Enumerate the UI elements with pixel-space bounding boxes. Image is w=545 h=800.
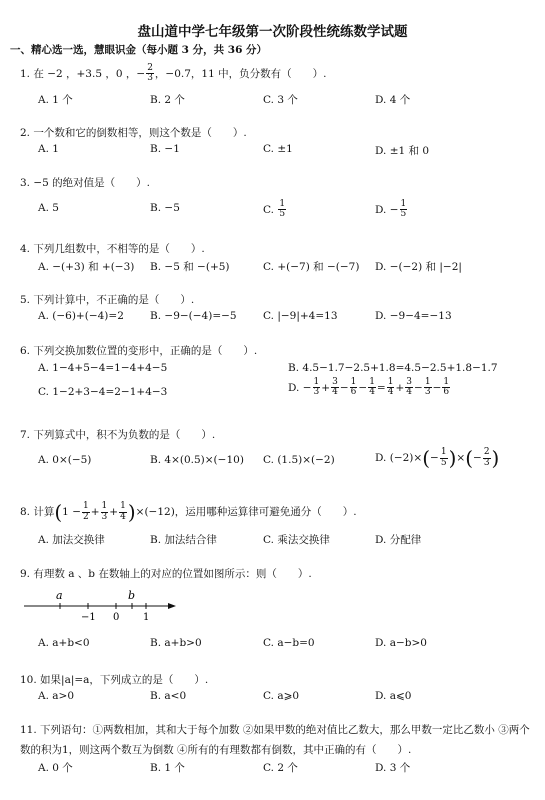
option-c[interactable]: C. a⩾0 [263,690,300,702]
option-b[interactable]: B. −9−(−4)=−5 [150,310,237,322]
question-11: 11. 下列语句：①两数相加，其和大于每个加数 ②如果甲数的绝对值比乙数大，那么甲数一定比乙数小 ③两个数的积为1，则这两个数互为倒数 ④所有的有理数都有倒数，其中正确的有（ ）. [20,724,530,756]
option-c[interactable]: C. ±1 [263,143,293,155]
option-c[interactable]: C. a−b=0 [263,637,315,649]
question-1-stem-end: ，−0.7，11 中，负分数有（ ）. [154,67,327,80]
question-6: 6. 下列交换加数位置的变形中，正确的是（ ）. [20,345,258,357]
option-b[interactable]: B. 4.5−1.7−2.5+1.8=4.5−2.5+1.8−1.7 [288,362,498,374]
number-line [20,588,180,624]
option-b[interactable]: B. 4×(0.5)×(−10) [150,454,244,466]
option-a[interactable]: A. 0×(−5) [38,454,92,466]
option-b[interactable]: B. 2 个 [150,94,185,106]
option-d[interactable]: D. −9−4=−13 [375,310,452,322]
option-a[interactable]: A. (−6)+(−4)=2 [38,310,124,322]
option-b[interactable]: B. −5 [150,202,180,214]
question-2: 2. 一个数和它的倒数相等，则这个数是（ ）. [20,127,247,139]
option-d[interactable]: D. ±1 和 0 [375,145,430,157]
point-a-label: a [56,589,63,602]
option-a[interactable]: A. 1 个 [38,94,73,106]
option-b[interactable]: B. a+b>0 [150,637,202,649]
option-c[interactable]: C. 2 个 [263,762,298,774]
question-1-stem: 1. 在 −2 ，+3.5 ，0 ， [20,67,137,80]
option-c[interactable]: C. +(−7) 和 −(−7) [263,261,360,273]
question-4: 4. 下列几组数中，不相等的是（ ）. [20,243,205,255]
option-a[interactable]: A. 1 [38,143,59,155]
option-b[interactable]: B. −1 [150,143,180,155]
option-d[interactable]: D. (−2)×(− $\frac{1}{5}$ )×(− $\frac{2}{3}$ ) [375,446,500,470]
option-d[interactable]: D. − $\frac{1}{5}$ [375,199,407,220]
option-c[interactable]: C. $\frac{1}{5}$ [263,199,286,220]
option-c[interactable]: C. |−9|+4=13 [263,310,338,322]
option-a[interactable]: A. 加法交换律 [38,534,105,546]
option-d[interactable]: D. 分配律 [375,534,422,546]
axis-arrow [168,603,176,609]
option-c[interactable]: C. 3 个 [263,94,298,106]
option-a[interactable]: A. a+b<0 [38,637,90,649]
fraction: $\frac{1}{5}$ [400,199,407,220]
fraction: $\frac{1}{5}$ [279,199,286,220]
question-7: 7. 下列算式中，积不为负数的是（ ）. [20,429,216,441]
option-c[interactable]: C. 乘法交换律 [263,534,330,546]
tick-label-one: 1 [143,612,150,623]
option-a[interactable]: A. a>0 [38,690,74,702]
tick-label-minus-one: −1 [81,612,96,623]
option-d[interactable]: D. 3 个 [375,762,411,774]
tick-label-zero: 0 [113,612,120,623]
option-b[interactable]: B. a<0 [150,690,187,702]
option-a[interactable]: A. −(+3) 和 +(−3) [38,261,135,273]
option-b[interactable]: B. 加法结合律 [150,534,217,546]
question-5: 5. 下列计算中，不正确的是（ ）. [20,294,195,306]
section-heading: 一、精心选一选，慧眼识金（每小题 3 分，共 36 分） [10,44,268,56]
question-9: 9. 有理数 a 、b 在数轴上的对应的位置如图所示：则（ ）. [20,568,312,580]
exam-title: 盘山道中学七年级第一次阶段性统练数学试题 [137,24,408,40]
option-d[interactable]: D. −(−2) 和 |−2| [375,261,462,273]
option-b[interactable]: B. 1 个 [150,762,185,774]
option-d[interactable]: D. 4 个 [375,94,411,106]
point-b-label: b [128,589,136,602]
option-b[interactable]: B. −5 和 −(+5) [150,261,230,273]
question-1: 1. 在 −2 ，+3.5 ，0 ，− $\frac{2}{3}$ ，−0.7，11 中，负分数有（ ）. [20,63,327,84]
option-c[interactable]: C. (1.5)×(−2) [263,454,335,466]
option-d[interactable]: D. − $\frac{1}{3}$ + $\frac{3}{4}$ − $\frac{1}{6}$ − $\frac{1}{4}$ = $\frac{1}{4}$ + $\frac{3}{4}$ − $\frac{1}{3}$ − $\frac{1}{6}$ [288,377,450,398]
question-10: 10. 如果|a|=a，下列成立的是（ ）. [20,674,209,686]
option-a[interactable]: A. 0 个 [38,762,73,774]
question-3: 3. −5 的绝对值是（ ）. [20,177,151,189]
option-c[interactable]: C. 1−2+3−4=2−1+4−3 [38,386,168,398]
fraction: $\frac{2}{3}$ [147,63,153,84]
option-a[interactable]: A. 5 [38,202,59,214]
option-a[interactable]: A. 1−4+5−4=1−4+4−5 [38,362,168,374]
option-d[interactable]: D. a⩽0 [375,690,412,702]
option-d[interactable]: D. a−b>0 [375,637,427,649]
question-8: 8. 计算(1 − $\frac{1}{2}$ + $\frac{1}{3}$ + $\frac{1}{4}$ )×(−12)，运用哪种运算律可避免通分（ ）. [20,500,357,524]
